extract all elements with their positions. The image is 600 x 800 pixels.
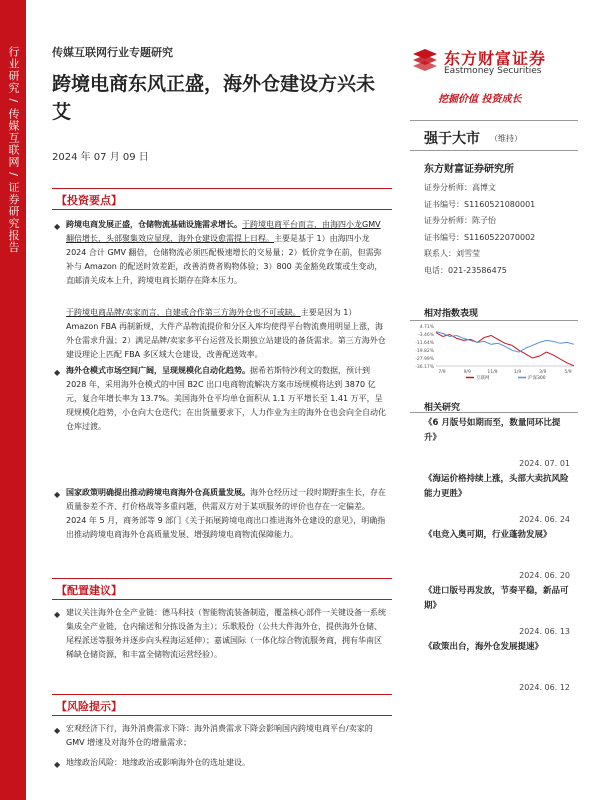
paragraph-text: 海外仓经历过一段时期野蛮生长，存在质量参差不齐、打价格战等多重问题，供需双方对于某项服务的评价也存在一定偏差。2024 年 5 月，商务部等 9 部门《关于拓展跨境电商出口推进海外仓建设的意见》，明确指出推动跨境电商海外仓高质量发展、增强跨境电商物流保障能力。 [66,488,386,539]
analyst-line: 证书编号：S1160521080001 [424,199,536,209]
risk-item: 宏观经济下行，海外消费需求下降：海外消费需求下降会影响国内跨境电商平台/卖家的 GMV 增速及对海外仓的增量需求； [66,724,373,747]
side-category-strip [0,0,26,800]
related-research-title: 相关研究 [424,403,461,413]
section-header-investment [52,188,392,210]
divider [410,320,578,321]
legend-label: 沪深300 [528,376,546,381]
investment-paragraph-4 [66,486,388,542]
series-line-internet [436,333,574,366]
section-header-risk [52,694,392,716]
report-date: 2024 年 07 月 09 日 [52,152,149,163]
paragraph-text: 主要是基于 1）由海四小龙 2024 合计 GMV 翻倍，仓储物流必须匹配极速增长的交易量；2）低价竞争在前，但需弥补与 Amazon 的配送时效差距，改善消费者购物体验；3）800 美金豁免政策或生变动，直邮清关成本上升，跨境电商长期存在降本压力。 [66,234,383,285]
divider [410,412,578,413]
report-category: 传媒互联网行业专题研究 [52,46,173,59]
x-tick-label: 1/9 [513,370,522,375]
investment-paragraph-2 [66,306,388,362]
institute-title: 东方财富证券研究所 [424,164,514,175]
divider [410,150,578,151]
rating-label: 强于大市 [424,131,480,147]
brand-name-en: Eastmoney Securities [444,66,542,76]
y-tick-label: -3.46% [418,333,434,338]
bullet-icon: ◆ [54,760,61,769]
related-research-item[interactable] [424,472,570,528]
analyst-line: 证券分析师：高博文 [424,183,496,192]
investment-paragraph-1 [66,218,388,288]
related-research-date: 2024. 06. 12 [519,683,570,692]
y-tick-label: -11.64% [415,341,434,346]
series-line-csi300 [436,332,574,353]
section-title: 【投资要点】 [56,194,122,207]
bullet-icon: ◆ [54,726,61,735]
legend-label: 互联网 [476,376,490,381]
analyst-info [424,180,584,279]
x-tick-label: 3/9 [539,370,547,375]
related-research-item[interactable] [424,528,570,584]
investment-paragraph-3 [66,364,388,434]
x-tick-label: 7/9 [438,370,446,375]
paragraph-lead: 海外仓模式市场空间广阔，呈现规模化自动化趋势。 [66,366,250,375]
brand-name-cn: 东方财富证券 [444,49,547,68]
relative-index-chart-svg [410,322,578,384]
analyst-line: 证书编号：S1160522070002 [424,232,536,242]
related-research-item[interactable] [424,416,570,472]
related-research-title-text[interactable]: 《电竞入奥可期，行业蓬勃发展》 [424,530,552,540]
x-tick-label: 5/9 [564,370,572,375]
y-tick-label: -36.17% [415,365,434,370]
related-research-date: 2024. 06. 13 [519,627,570,636]
y-tick-label: -19.82% [415,349,434,354]
y-tick-label: 4.71% [419,325,434,330]
suggestion-paragraph: 建议关注海外仓全产业链：德马科技（智能物流装备制造，覆盖核心部件一关键设备一系统集成全产业链，仓内输送和分拣设备为主）；乐歌股份（公共大件海外仓，提供海外仓储、尾程派送等服务并逐步向头程海运延伸）；嘉诚国际（一体化综合物流服务商，拥有华南区稀缺仓储资源，和丰富全储物流运营经验）。 [66,608,386,659]
paragraph-lead: 国家政策明确提出推动跨境电商海外仓高质量发展。 [66,488,250,497]
rating-note: （维持） [490,134,522,143]
paragraph-text: 主要是因为 1）Amazon FBA 再制新规，大件产品物流提价和分区入库均使得平台物流费用明显上涨，海外仓需求升温；2）满足品牌/卖家多平台运营及长期独立站建设的备货需求。第三方海外仓建设理论上匹配 FBA 多区域大仓建设，改善配送效率。 [66,308,386,359]
brand-logo-icon [410,46,440,76]
bullet-icon: ◆ [54,222,61,231]
brand-slogan: 挖掘价值 投资成长 [438,94,522,105]
analyst-line: 证券分析师：陈子怡 [424,216,496,225]
related-research-title-text[interactable]: 《海运价格持续上涨，头部大卖抗风险能力更胜》 [424,474,569,499]
divider [410,120,578,121]
related-research-date: 2024. 06. 24 [519,515,570,524]
analyst-line: 联系人：刘雪莹 [424,249,480,258]
bullet-icon: ◆ [54,610,61,619]
y-tick-label: -27.99% [415,357,434,362]
related-research-title-text[interactable]: 《6 月版号如期而至，数量同环比提升》 [424,418,561,443]
report-title: 跨境电商东风正盛，海外仓建设方兴未艾 [52,73,376,123]
related-research-item[interactable] [424,640,570,696]
risk-item: 地缘政治风险：地缘政治或影响海外仓的选址建设。 [66,758,250,767]
brand-logo [410,46,570,80]
related-research-list [424,416,570,696]
paragraph-underlined: 于跨境电商品牌/卖家而言，自建或合作第三方海外仓也不可或缺。 [66,308,301,317]
bullet-icon: ◆ [54,368,61,377]
x-tick-label: 9/9 [463,370,471,375]
side-category-text: 行业研究 / 传媒互联网 / 证券研究报告 [7,46,20,254]
related-research-date: 2024. 06. 20 [519,571,570,580]
analyst-line: 电话：021-23586475 [424,265,507,275]
related-research-item[interactable] [424,584,570,640]
related-research-title-text[interactable]: 《政策出台，海外仓发展提速》 [424,642,544,652]
section-header-suggestion [52,578,392,600]
paragraph-lead: 跨境电商发展正盛，仓储物流基础设施需求增长。 [66,220,242,229]
relative-index-chart [410,322,578,384]
paragraph-text: 据希若斯特沙利文的数据，预计到 2028 年，采用海外仓模式的中国 B2C 出口电商物流解决方案市场规模将达到 3870 亿元，复合年增长率为 13.7%。美国海外仓平均单仓面积从 1.1 万平增长至 1.41 万平，呈现规模化趋势，小仓向大仓迭代；在出货量要求下，人力作业为主的海外仓也会向全自动化仓库过渡。 [66,366,386,431]
paragraph-underlined: 于跨境电商平台而言，由海四小龙GMV翻倍增长，头部聚集效应显现，海外仓建设愈需提上日程。 [66,220,381,243]
section-title: 【配置建议】 [56,584,122,597]
index-chart-title: 相对指数表现 [424,309,479,319]
related-research-title-text[interactable]: 《进口版号再发放，节奏平稳，新品可期》 [424,586,569,611]
x-tick-label: 11/9 [487,370,498,375]
bullet-icon: ◆ [54,490,61,499]
section-title: 【风险提示】 [56,700,122,713]
related-research-date: 2024. 07. 01 [519,459,570,468]
